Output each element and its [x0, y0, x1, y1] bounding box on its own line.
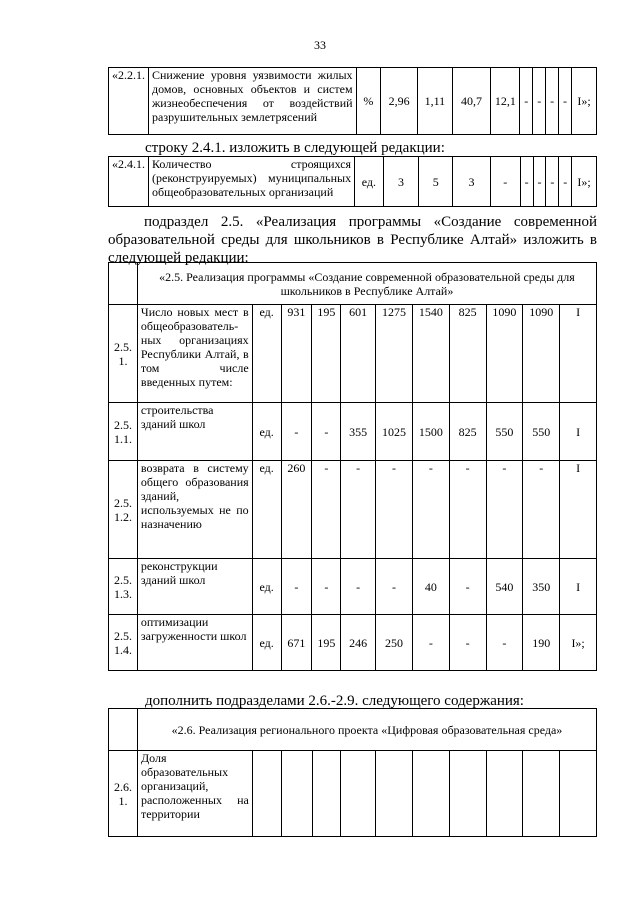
value-cell: 671	[281, 615, 312, 671]
value-cell: -	[486, 615, 523, 671]
paragraph-2-4-1: строку 2.4.1. изложить в следующей редакции:	[145, 140, 445, 156]
value-cell: 1,11	[417, 68, 452, 135]
unit-cell: ед.	[252, 461, 281, 559]
value-cell: 40,7	[452, 68, 491, 135]
value-cell: 190	[523, 615, 560, 671]
value-cell	[523, 751, 560, 837]
table-heading-row	[109, 263, 597, 305]
value-cell: 3	[453, 157, 491, 207]
unit-cell: ед.	[252, 305, 281, 403]
table-heading-row	[109, 709, 597, 751]
end-cell: I	[560, 461, 597, 559]
unit-cell: ед.	[252, 403, 281, 461]
value-cell: 1540	[412, 305, 449, 403]
unit-cell: %	[356, 68, 381, 135]
table-row	[109, 461, 597, 559]
paragraph-2-5-line-3: следующей редакции:	[108, 250, 249, 266]
end-cell	[560, 751, 597, 837]
value-cell	[449, 751, 486, 837]
value-cell: -	[533, 157, 546, 207]
value-cell	[376, 751, 413, 837]
value-cell: 1025	[376, 403, 413, 461]
row-number: 2.5. 1.4.	[109, 615, 138, 671]
value-cell: -	[312, 559, 341, 615]
unit-cell: ед.	[252, 559, 281, 615]
row-number: 2.5. 1.3.	[109, 559, 138, 615]
value-cell: 350	[523, 559, 560, 615]
value-cell: -	[546, 68, 559, 135]
value-cell: 550	[486, 403, 523, 461]
value-cell: -	[449, 461, 486, 559]
value-cell: 825	[449, 305, 486, 403]
table-row	[109, 305, 597, 403]
value-cell: 540	[486, 559, 523, 615]
row-number: «2.2.1.	[109, 68, 149, 135]
value-cell: 250	[376, 615, 413, 671]
table-row	[109, 403, 597, 461]
value-cell: 550	[523, 403, 560, 461]
value-cell	[341, 751, 376, 837]
end-cell: I»;	[560, 615, 597, 671]
value-cell: -	[341, 559, 376, 615]
end-cell: I	[560, 305, 597, 403]
row-number: «2.4.1.	[109, 157, 149, 207]
value-cell: 355	[341, 403, 376, 461]
unit-cell: ед.	[252, 615, 281, 671]
value-cell: 260	[281, 461, 312, 559]
value-cell: -	[312, 461, 341, 559]
value-cell	[486, 751, 523, 837]
value-cell: 1090	[486, 305, 523, 403]
value-cell: -	[523, 461, 560, 559]
row-number: 2.5. 1.2.	[109, 461, 138, 559]
value-cell: -	[520, 68, 533, 135]
value-cell: -	[312, 403, 341, 461]
value-cell: -	[559, 68, 572, 135]
indicator-name: возврата в систему общего образования зданий, используемых не по назначению	[137, 461, 252, 559]
value-cell: 601	[341, 305, 376, 403]
value-cell: -	[546, 157, 559, 207]
value-cell: -	[520, 157, 533, 207]
value-cell: -	[490, 157, 520, 207]
indicator-name: Доля образовательных организаций, расположенных на территории	[137, 751, 252, 837]
value-cell	[312, 751, 341, 837]
indicator-name: Количество строящихся (реконструируемых) муниципальных общеобразовательных организаций	[149, 157, 355, 207]
value-cell: 825	[449, 403, 486, 461]
table-heading: «2.5. Реализация программы «Создание современной образовательной среды для школьников в Республике Алтай»	[137, 263, 596, 305]
table-row	[109, 559, 597, 615]
row-number: 2.5. 1.	[109, 305, 138, 403]
row-number: 2.6. 1.	[109, 751, 138, 837]
end-cell: I	[560, 559, 597, 615]
value-cell: -	[281, 559, 312, 615]
end-cell: I	[560, 403, 597, 461]
value-cell: 246	[341, 615, 376, 671]
value-cell: -	[449, 615, 486, 671]
table-2-6	[108, 708, 597, 837]
value-cell: 40	[412, 559, 449, 615]
value-cell: -	[449, 559, 486, 615]
table-row	[109, 751, 597, 837]
table-row	[109, 615, 597, 671]
value-cell: -	[559, 157, 572, 207]
value-cell: 2,96	[381, 68, 418, 135]
value-cell	[412, 751, 449, 837]
value-cell: 12,1	[491, 68, 520, 135]
value-cell: 3	[383, 157, 419, 207]
paragraph-2-6: дополнить подразделами 2.6.-2.9. следующего содержания:	[145, 693, 524, 709]
value-cell	[281, 751, 312, 837]
row-number: 2.5. 1.1.	[109, 403, 138, 461]
table-row	[109, 68, 597, 135]
paragraph-2-5-line-2: образовательной среды для школьников в Республике Алтай» изложить в	[108, 232, 597, 248]
indicator-name: реконструкции зданий школ	[137, 559, 252, 615]
value-cell: -	[376, 559, 413, 615]
value-cell: 5	[419, 157, 453, 207]
indicator-name: строительства зданий школ	[137, 403, 252, 461]
end-cell: I»;	[572, 157, 597, 207]
unit-cell	[252, 751, 281, 837]
value-cell: 1090	[523, 305, 560, 403]
value-cell: -	[412, 461, 449, 559]
value-cell: 195	[312, 305, 341, 403]
unit-cell: ед.	[355, 157, 384, 207]
value-cell: -	[412, 615, 449, 671]
value-cell: 195	[312, 615, 341, 671]
value-cell: -	[533, 68, 546, 135]
indicator-name: Снижение уровня уязвимости жилых домов, основных объектов и систем жизнеобеспечения от воздействий разрушительных землетрясений	[149, 68, 357, 135]
value-cell: -	[376, 461, 413, 559]
value-cell: 1275	[376, 305, 413, 403]
table-heading: «2.6. Реализация регионального проекта «Цифровая образовательная среда»	[137, 709, 596, 751]
indicator-name: оптимизации загруженности школ	[137, 615, 252, 671]
table-2-5	[108, 262, 597, 671]
row-2-4-1-table	[108, 156, 597, 207]
table-row	[109, 157, 597, 207]
row-2-2-1-table	[108, 67, 597, 135]
value-cell: 931	[281, 305, 312, 403]
indicator-name: Число новых мест в общеобразователь-ных организациях Республики Алтай, в том числе введенных путем:	[137, 305, 252, 403]
page-number: 33	[314, 38, 326, 52]
value-cell: -	[281, 403, 312, 461]
value-cell: 1500	[412, 403, 449, 461]
end-cell: I»;	[572, 68, 597, 135]
value-cell: -	[486, 461, 523, 559]
value-cell: -	[341, 461, 376, 559]
paragraph-2-5-line-1: подраздел 2.5. «Реализация программы «Создание современной	[144, 214, 597, 230]
